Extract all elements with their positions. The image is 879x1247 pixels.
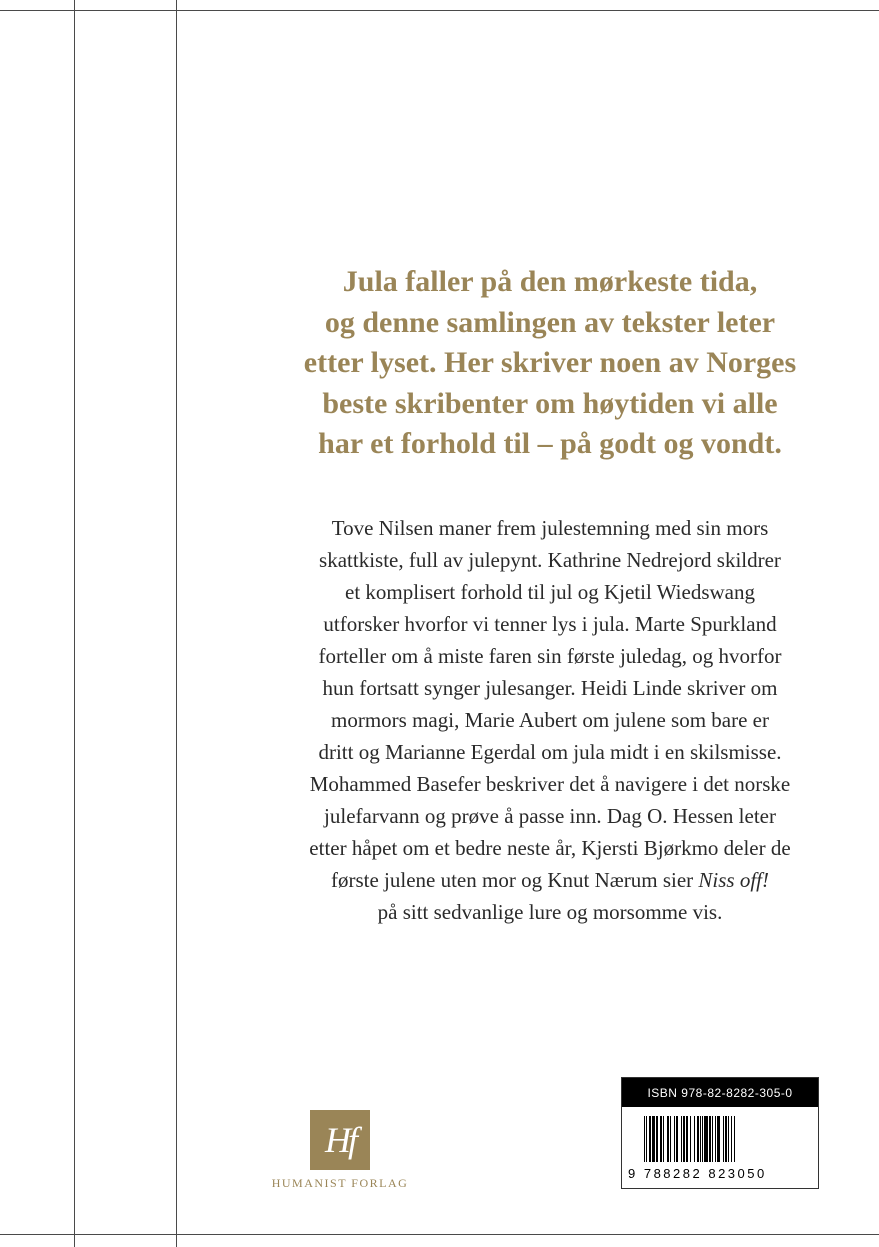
blurb-line: hun fortsatt synger julesanger. Heidi Linde skriver om <box>322 676 778 700</box>
spine-rule <box>176 0 177 1247</box>
barcode-digits: 9 788282 823050 <box>628 1166 767 1181</box>
top-rule <box>0 10 879 11</box>
blurb-line: skattkiste, full av julepynt. Kathrine Nedrejord skildrer <box>319 548 781 572</box>
barcode-bars <box>644 1116 796 1162</box>
blurb-line <box>180 864 879 896</box>
blurb-line: på sitt sedvanlige lure og morsomme vis. <box>377 900 723 924</box>
publisher-name: HUMANIST FORLAG <box>271 1176 409 1190</box>
left-margin-rule <box>74 0 75 1247</box>
isbn-barcode <box>621 1077 819 1189</box>
blurb-line: julefarvann og prøve å passe inn. Dag O. Hessen leter <box>324 804 776 828</box>
blurb-line: dritt og Marianne Egerdal om jula midt i en skilsmisse. <box>318 740 782 764</box>
blurb-line: Tove Nilsen maner frem julestemning med sin mors <box>331 516 769 540</box>
lead-line: etter lyset. Her skriver noen av Norges <box>303 346 797 379</box>
publisher-logo <box>310 1110 370 1170</box>
bottom-rule <box>0 1234 879 1235</box>
isbn-label: ISBN 978-82-8282-305-0 <box>622 1078 818 1107</box>
blurb-line: utforsker hvorfor vi tenner lys i jula. Marte Spurkland <box>323 612 777 636</box>
blurb-paragraph <box>180 512 879 928</box>
barcode-bar <box>735 1116 736 1162</box>
blurb-line: et komplisert forhold til jul og Kjetil Wiedswang <box>345 580 755 604</box>
lead-line: Jula faller på den mørkeste tida, <box>342 265 758 298</box>
blurb-line: Mohammed Basefer beskriver det å navigere i det norske <box>309 772 791 796</box>
blurb-line-text: første julene uten mor og Knut Nærum sier <box>330 868 699 892</box>
lead-line: har et forhold til – på godt og vondt. <box>318 427 782 460</box>
publisher-monogram: Hf <box>325 1120 355 1160</box>
lead-line: og denne samlingen av tekster leter <box>324 305 776 339</box>
book-title-niss-off: Niss off! <box>698 868 770 892</box>
lead-paragraph <box>190 262 879 465</box>
blurb-line: mormors magi, Marie Aubert om julene som bare er <box>331 708 769 732</box>
blurb-line: etter håpet om et bedre neste år, Kjersti Bjørkmo deler de <box>309 836 791 860</box>
lead-line: beste skribenter om høytiden vi alle <box>322 386 778 420</box>
blurb-line: forteller om å miste faren sin første juledag, og hvorfor <box>318 644 782 668</box>
